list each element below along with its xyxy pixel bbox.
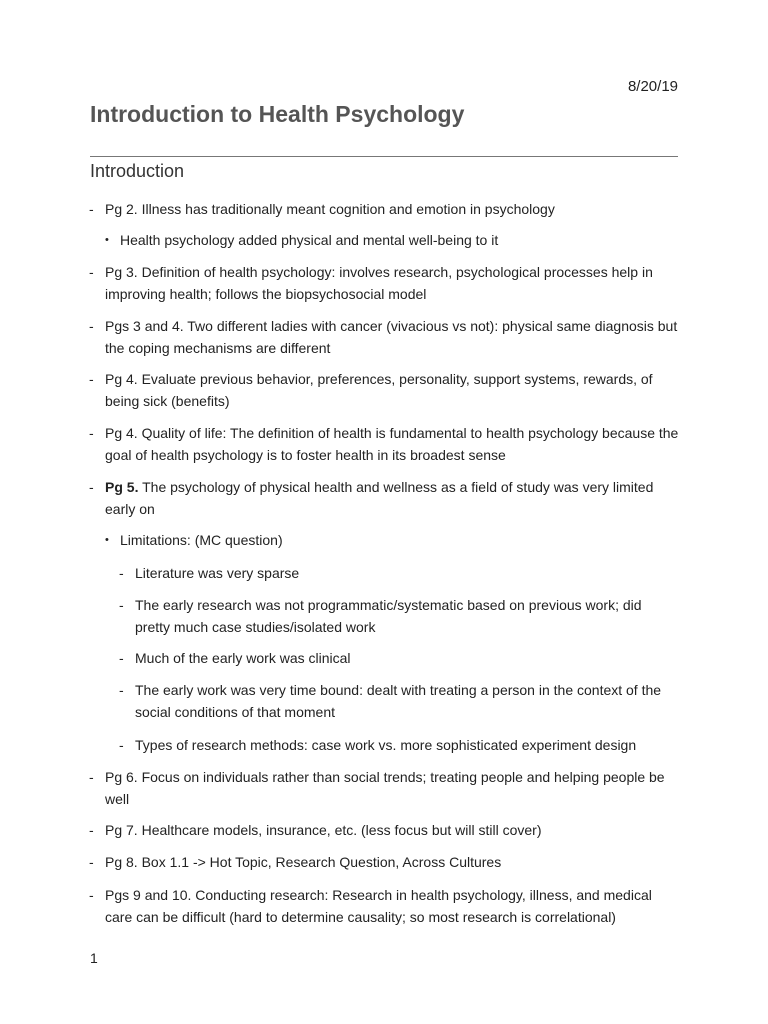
- dash-marker: -: [89, 769, 94, 785]
- list-item: [89, 851, 680, 873]
- title-divider: [90, 156, 678, 157]
- list-item-text: Much of the early work was clinical: [135, 650, 351, 666]
- list-item: [119, 679, 680, 723]
- dash-marker: -: [89, 887, 94, 903]
- dash-marker: -: [119, 597, 124, 613]
- bullet-marker: •: [105, 234, 109, 246]
- list-item: [89, 884, 680, 928]
- list-item-text: Limitations: (MC question): [120, 532, 283, 548]
- list-item-text: Pg 3. Definition of health psychology: involves research, psychological processes help in improving health; follows the biopsychosocial model: [105, 264, 653, 302]
- list-item: [89, 368, 680, 412]
- list-item: [89, 422, 680, 466]
- dash-marker: -: [89, 264, 94, 280]
- list-item: [89, 766, 680, 810]
- list-item: [89, 315, 680, 359]
- list-item-text: The early work was very time bound: dealt with treating a person in the context of the social conditions of that moment: [135, 682, 662, 720]
- list-item-text: Pgs 3 and 4. Two different ladies with cancer (vivacious vs not): physical same diagnosis but the coping mechanisms are different: [105, 318, 678, 356]
- list-item: [119, 562, 680, 584]
- section-heading: Introduction: [90, 161, 185, 181]
- list-item: [89, 261, 680, 305]
- list-item: [89, 819, 680, 841]
- page-title: Introduction to Health Psychology: [90, 101, 465, 127]
- list-item-text: The early research was not programmatic/systematic based on previous work; did pretty much case studies/isolated work: [135, 597, 642, 635]
- list-item-text: Pg 2. Illness has traditionally meant cognition and emotion in psychology: [105, 201, 555, 217]
- dash-marker: -: [89, 371, 94, 387]
- dash-marker: -: [119, 565, 124, 581]
- list-item-text: Pg 4. Evaluate previous behavior, preferences, personality, support systems, rewards, of being sick (benefits): [105, 371, 653, 409]
- dash-marker: -: [89, 479, 94, 495]
- list-item: [89, 198, 680, 220]
- list-item-lead: Pg 5.: [105, 479, 139, 495]
- dash-marker: -: [89, 318, 94, 334]
- list-item-text: Health psychology added physical and mental well-being to it: [120, 232, 499, 248]
- list-item-text: Pg 6. Focus on individuals rather than social trends; treating people and helping people be well: [105, 769, 665, 807]
- list-item: [105, 529, 680, 551]
- list-item: [119, 734, 680, 756]
- list-item: [89, 476, 680, 520]
- list-item: [119, 594, 680, 638]
- dash-marker: -: [89, 425, 94, 441]
- page-number: 1: [90, 950, 98, 966]
- dash-marker: -: [119, 737, 124, 753]
- dash-marker: -: [89, 854, 94, 870]
- list-item-text: Pg 7. Healthcare models, insurance, etc. (less focus but will still cover): [105, 822, 542, 838]
- dash-marker: -: [119, 650, 124, 666]
- dash-marker: -: [119, 682, 124, 698]
- dash-marker: -: [89, 822, 94, 838]
- list-item-text: Types of research methods: case work vs. more sophisticated experiment design: [135, 737, 637, 753]
- list-item-text: Pg 8. Box 1.1 -> Hot Topic, Research Question, Across Cultures: [105, 854, 502, 870]
- dash-marker: -: [89, 201, 94, 217]
- list-item-text: The psychology of physical health and wellness as a field of study was very limited early on: [105, 479, 654, 517]
- page-date: 8/20/19: [627, 78, 678, 95]
- list-item: [105, 229, 680, 251]
- list-item-text: Pg 4. Quality of life: The definition of health is fundamental to health psychology because the goal of health psychology is to foster health in its broadest sense: [105, 425, 679, 463]
- list-item-text: Literature was very sparse: [135, 565, 300, 581]
- list-item-text: Pgs 9 and 10. Conducting research: Research in health psychology, illness, and medical care can be difficult (hard to determine causality; so most research is correlational): [105, 887, 652, 925]
- list-item: [119, 647, 680, 669]
- bullet-marker: •: [105, 534, 109, 546]
